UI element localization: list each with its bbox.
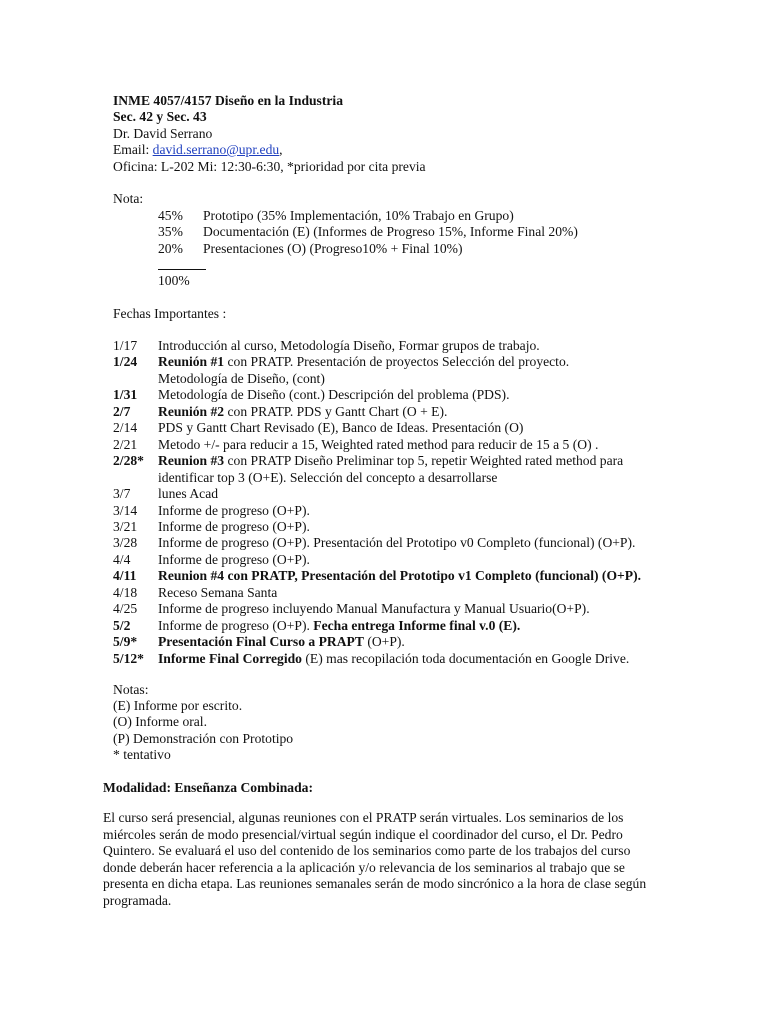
total-divider [158, 269, 206, 270]
schedule-date: 3/21 [113, 518, 138, 534]
schedule-date: 3/7 [113, 486, 131, 502]
grade-total: 100% [158, 273, 190, 288]
instructor-name: Dr. David Serrano [113, 126, 213, 141]
grade-pct: 35% [158, 224, 183, 239]
schedule-date: 4/18 [113, 584, 138, 600]
schedule-entry [158, 634, 405, 650]
schedule-date: 5/12* [113, 650, 144, 666]
email-label: Email: [113, 142, 153, 157]
schedule-entry [158, 601, 590, 617]
course-title: INME 4057/4157 Diseño en la Industria [113, 93, 343, 108]
schedule-date: 4/25 [113, 601, 138, 617]
modality-title: Modalidad: Enseñanza Combinada: [103, 780, 313, 795]
office-hours: Oficina: L-202 Mi: 12:30-6:30, *prioridad por cita previa [113, 159, 426, 174]
schedule-date: 5/9* [113, 634, 138, 650]
schedule-entry-text: PDS y Gantt Chart Revisado (E), Banco de Ideas. Presentación (O) [158, 420, 524, 436]
schedule-entry-text: (O+P). [363, 634, 405, 650]
schedule-entry-text: con PRATP. Presentación de proyectos Selección del proyecto. [224, 354, 570, 370]
schedule-entry [158, 371, 325, 387]
schedule-date: 2/28* [113, 453, 144, 469]
schedule-date: 2/21 [113, 436, 138, 452]
schedule-title: Fechas Importantes : [113, 306, 227, 321]
schedule-entry-text: Informe de progreso incluyendo Manual Manufactura y Manual Usuario(O+P). [158, 601, 590, 617]
schedule-entry [158, 338, 540, 354]
schedule-date: 1/24 [113, 354, 138, 370]
schedule-entry-text: Introducción al curso, Metodología Diseño, Formar grupos de trabajo. [158, 338, 540, 353]
schedule-entry-text: con PRATP. PDS y Gantt Chart (O + E). [224, 403, 448, 419]
schedule-entry-text: Receso Semana Santa [158, 584, 278, 600]
schedule-entry [158, 552, 310, 568]
schedule-entry-text: Informe de progreso (O+P). [158, 518, 310, 534]
grade-desc: Presentaciones (O) (Progreso10% + Final 10%) [203, 241, 463, 256]
schedule-entry-text: lunes Acad [158, 486, 219, 502]
schedule-entry-emphasis: Presentación Final Curso a PRAPT [158, 634, 364, 650]
schedule-entry [158, 585, 277, 601]
schedule-entry-text: Informe de progreso (O+P). Presentación del Prototipo v0 Completo (funcional) (O+P). [158, 535, 636, 551]
schedule-entry-text: Informe de progreso (O+P). [158, 502, 310, 518]
schedule-entry [158, 618, 520, 634]
schedule-date: 3/28 [113, 535, 138, 551]
email-link[interactable]: david.serrano@upr.edu [152, 142, 280, 157]
schedule-entry [158, 568, 641, 584]
schedule-entry [158, 503, 310, 519]
course-sections: Sec. 42 y Sec. 43 [113, 109, 207, 124]
schedule-date: 1/17 [113, 338, 138, 353]
note-item: (P) Demonstración con Prototipo [113, 731, 294, 746]
note-item: (O) Informe oral. [113, 714, 207, 729]
schedule-entry [158, 486, 218, 502]
notes-title: Notas: [113, 682, 149, 697]
schedule-entry-emphasis: Reunion #3 [158, 453, 225, 469]
grade-pct: 45% [158, 208, 183, 223]
schedule-entry-text: (E) mas recopilación toda documentación en Google Drive. [301, 650, 630, 666]
schedule-entry [158, 437, 598, 453]
schedule-entry-text: Informe de progreso (O+P). [158, 617, 314, 633]
schedule-entry-emphasis: Fecha entrega Informe final v.0 (E). [313, 617, 521, 633]
schedule-entry [158, 404, 447, 420]
grade-pct: 20% [158, 241, 183, 256]
schedule-entry [158, 420, 523, 436]
grade-desc: Documentación (E) (Informes de Progreso 15%, Informe Final 20%) [203, 224, 578, 239]
schedule-date: 3/14 [113, 502, 138, 518]
schedule-entry-emphasis: Informe Final Corregido [158, 650, 302, 666]
schedule-entry-emphasis: Reunion #4 con PRATP, Presentación del Prototipo v1 Completo (funcional) (O+P). [158, 568, 642, 584]
grading-title: Nota: [113, 191, 144, 206]
schedule-date: 2/14 [113, 420, 138, 436]
email-line [113, 142, 283, 158]
schedule-entry [158, 354, 569, 370]
modality-paragraph: El curso será presencial, algunas reuniones con el PRATP serán virtuales. Los seminarios de los miércoles serán de modo presencial/virtual según indique el coordinador del curso, el Dr. Pedro Quintero. Se evaluará el uso del contenido de los seminarios como parte de los trabajos del curso donde deberán hacer referencia a la aplicación y/o relevancia de los seminarios al trabajo que se presenta en dicha etapa. Las reuniones semanales serán de modo sincrónico a la hora de clase según programada. [103, 810, 647, 908]
schedule-date: 4/11 [113, 568, 137, 584]
schedule-entry-text: Metodología de Diseño (cont.) Descripción del problema (PDS). [158, 387, 510, 403]
schedule-entry [158, 651, 629, 667]
schedule-entry-text: identificar top 3 (O+E). Selección del concepto a desarrollarse [158, 469, 498, 485]
schedule-date: 5/2 [113, 617, 131, 633]
note-item: * tentativo [113, 747, 171, 762]
schedule-date: 4/4 [113, 551, 131, 567]
schedule-entry-text: Informe de progreso (O+P). [158, 551, 310, 567]
schedule-entry-emphasis: Reunión #2 [158, 403, 225, 419]
schedule-entry [158, 387, 509, 403]
grade-desc: Prototipo (35% Implementación, 10% Trabajo en Grupo) [203, 208, 514, 223]
email-suffix: , [279, 142, 283, 157]
schedule-entry [158, 453, 623, 469]
schedule-entry [158, 535, 635, 551]
schedule-entry [158, 519, 310, 535]
note-item: (E) Informe por escrito. [113, 698, 243, 713]
schedule-date: 2/7 [113, 403, 131, 419]
schedule-date: 1/31 [113, 387, 138, 403]
schedule-entry-emphasis: Reunión #1 [158, 354, 225, 370]
schedule-entry-text: con PRATP Diseño Preliminar top 5, repetir Weighted rated method para [224, 453, 624, 469]
schedule-entry-text: Metodología de Diseño, (cont) [158, 370, 325, 386]
schedule-entry [158, 470, 497, 486]
schedule-entry-text: Metodo +/- para reducir a 15, Weighted rated method para reducir de 15 a 5 (O) . [158, 436, 599, 452]
